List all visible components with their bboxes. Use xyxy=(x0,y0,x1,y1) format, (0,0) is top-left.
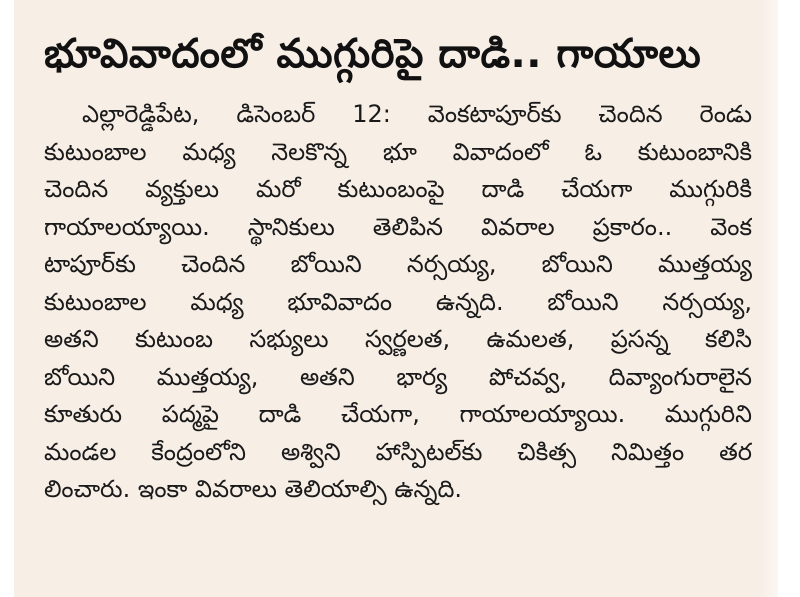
body-line: చెందిన వ్యక్తులు మరో కుటుంబంపై దాడి చేయగా ముగ్గురికి xyxy=(44,175,752,203)
newspaper-clipping xyxy=(14,0,778,597)
body-line: లించారు. ఇంకా వివరాలు తెలియాల్సి ఉన్నది. xyxy=(44,475,463,503)
body-line: కూతురు పద్మపై దాడి చేయగా, గాయాలయ్యాయి. ముగ్గురిని xyxy=(44,400,752,428)
article-headline: భూవివాదంలో ముగ్గురిపై దాడి.. గాయాలు xyxy=(44,31,702,77)
body-line: టాపూర్‌కు చెందిన బోయిని నర్సయ్య, బోయిని ముత్తయ్య xyxy=(44,250,752,278)
body-line: కుటుంబాల మధ్య నెలకొన్న భూ వివాదంలో ఓ కుటుంబానికి xyxy=(44,137,752,166)
body-line: గాయాలయ్యాయి. స్థానికులు తెలిపిన వివరాల ప్రకారం.. వెంక xyxy=(44,212,752,241)
article-body xyxy=(44,96,752,509)
body-line: మండల కేంద్రంలోని అశ్విని హాస్పిటల్‌కు చికిత్స నిమిత్తం తర xyxy=(44,437,752,466)
body-line: అతని కుటుంబ సభ్యులు స్వర్ణలత, ఉమలత, ప్రసన్న కలిసి xyxy=(44,325,752,353)
body-line: బోయిని ముత్తయ్య, అతని భార్య పోచవ్వ, దివ్యాంగురాలైన xyxy=(44,362,752,391)
cut-off-previous-line xyxy=(44,0,644,8)
body-line: కుటుంబాల మధ్య భూవివాదం ఉన్నది. బోయిని నర్సయ్య, xyxy=(44,287,752,316)
body-line: ఎల్లారెడ్డిపేట, డిసెంబర్ 12: వెంకటాపూర్‌కు చెందిన రెండు xyxy=(82,100,752,128)
